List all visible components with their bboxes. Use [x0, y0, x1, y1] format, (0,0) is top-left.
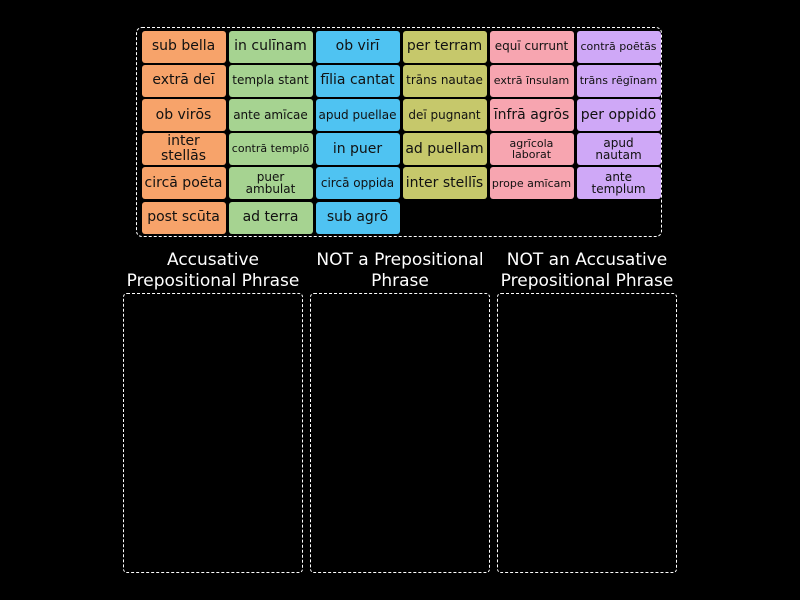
phrase-tile[interactable]: sub bella	[142, 31, 226, 63]
phrase-tile[interactable]: circā oppida	[316, 167, 400, 199]
dropzone-not-prepositional[interactable]	[310, 293, 490, 573]
phrase-tile[interactable]: īnfrā agrōs	[490, 99, 574, 131]
phrase-tile[interactable]: puer ambulat	[229, 167, 313, 199]
phrase-tile[interactable]: per terram	[403, 31, 487, 63]
phrase-tile[interactable]: per oppidō	[577, 99, 661, 131]
phrase-tile[interactable]: ad puellam	[403, 133, 487, 165]
phrase-tile[interactable]: ob virōs	[142, 99, 226, 131]
phrase-tile[interactable]: extrā īnsulam	[490, 65, 574, 97]
phrase-tile[interactable]: trāns rēgīnam	[577, 65, 661, 97]
phrase-tile[interactable]: prope amīcam	[490, 167, 574, 199]
phrase-tile[interactable]: inter stellās	[142, 133, 226, 165]
phrase-tile[interactable]: contrā poētās	[577, 31, 661, 63]
phrase-tile[interactable]: fīlia cantat	[316, 65, 400, 97]
phrase-tile[interactable]: trāns nautae	[403, 65, 487, 97]
group-header-accusative: Accusative Prepositional Phrase	[126, 250, 300, 291]
phrase-tile[interactable]: ante amīcae	[229, 99, 313, 131]
phrase-tile[interactable]: in puer	[316, 133, 400, 165]
word-bank	[136, 27, 662, 237]
phrase-tile[interactable]: circā poēta	[142, 167, 226, 199]
phrase-tile[interactable]: extrā deī	[142, 65, 226, 97]
phrase-tile[interactable]: templa stant	[229, 65, 313, 97]
phrase-tile[interactable]: post scūta	[142, 202, 226, 234]
dropzone-not-accusative[interactable]	[497, 293, 677, 573]
phrase-tile[interactable]: apud puellae	[316, 99, 400, 131]
phrase-tile[interactable]: deī pugnant	[403, 99, 487, 131]
phrase-tile[interactable]: equī currunt	[490, 31, 574, 63]
group-header-not-accusative: NOT an Accusative Prepositional Phrase	[500, 250, 674, 291]
phrase-tile[interactable]: contrā templō	[229, 133, 313, 165]
phrase-tile[interactable]: inter stellīs	[403, 167, 487, 199]
dropzone-accusative[interactable]	[123, 293, 303, 573]
phrase-tile[interactable]: ad terra	[229, 202, 313, 234]
phrase-tile[interactable]: ob virī	[316, 31, 400, 63]
phrase-tile[interactable]: apud nautam	[577, 133, 661, 165]
phrase-tile[interactable]: sub agrō	[316, 202, 400, 234]
phrase-tile[interactable]: ante templum	[577, 167, 661, 199]
phrase-tile[interactable]: agrīcola laborat	[490, 133, 574, 165]
phrase-tile[interactable]: in culīnam	[229, 31, 313, 63]
group-header-not-prepositional: NOT a Prepositional Phrase	[316, 250, 484, 291]
